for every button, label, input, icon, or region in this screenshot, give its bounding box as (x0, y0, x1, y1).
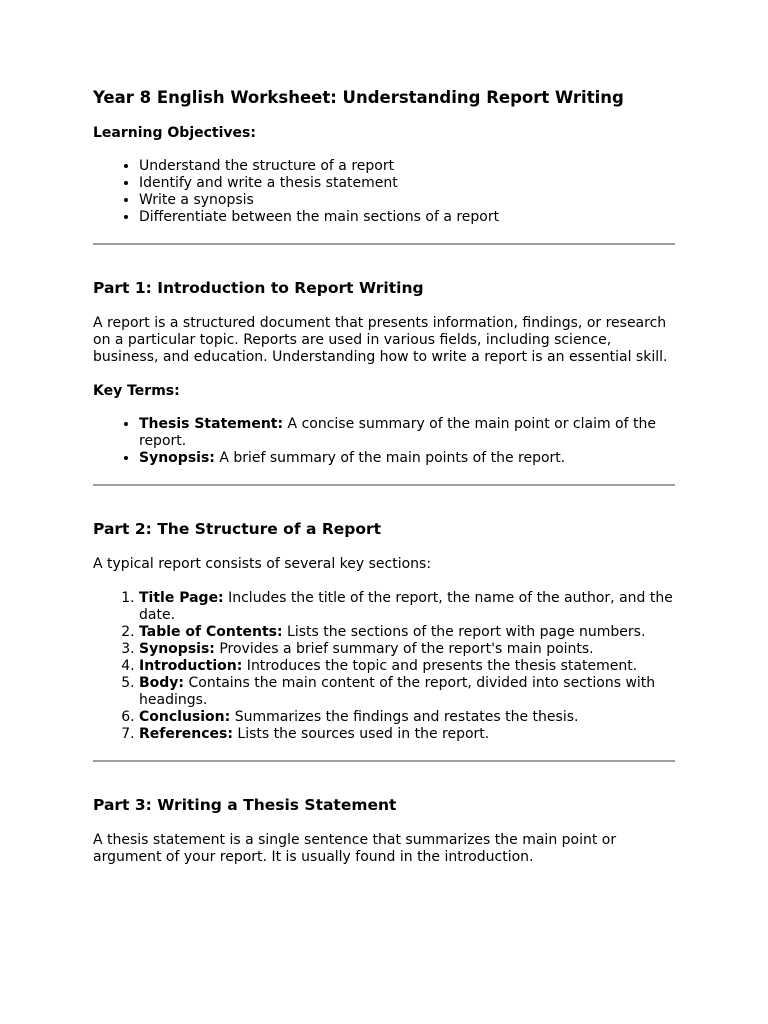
key-terms-list (93, 416, 675, 467)
list-item (139, 624, 675, 641)
section-label: References: (139, 726, 233, 742)
section-label: Conclusion: (139, 709, 231, 725)
list-item: • Understand the structure of a report (139, 158, 675, 175)
objectives-list (93, 158, 675, 226)
list-item (139, 590, 675, 624)
section-definition: Contains the main content of the report, divided into sections with headings. (139, 675, 656, 708)
section-label: Table of Contents: (139, 624, 283, 640)
part3-heading: Part 3: Writing a Thesis Statement (93, 796, 397, 814)
part2-heading: Part 2: The Structure of a Report (93, 520, 382, 538)
term-definition: A concise summary of the main point or claim of the report. (139, 416, 656, 449)
list-item (139, 658, 675, 675)
part1-paragraph: A report is a structured document that presents information, findings, or research on a particular topic. Reports are used in various fields, including science, business, and education. Understanding how to write a report is an essential skill. (93, 315, 668, 365)
list-item (139, 726, 675, 743)
list-item (139, 450, 675, 467)
section-definition: Summarizes the findings and restates the thesis. (230, 709, 579, 725)
section-definition: Lists the sources used in the report. (232, 726, 490, 742)
list-item: • Write a synopsis (139, 192, 675, 209)
section-divider (93, 484, 675, 486)
section-divider (93, 243, 675, 245)
list-item (139, 641, 675, 658)
section-label: Body: (139, 675, 185, 691)
section-definition: Introduces the topic and presents the thesis statement. (242, 658, 638, 674)
section-divider (93, 760, 675, 762)
list-item (139, 709, 675, 726)
section-label: Title Page: (139, 590, 224, 606)
section-definition: Includes the title of the report, the name of the author, and the date. (139, 590, 673, 623)
list-item (139, 416, 675, 450)
list-item (139, 675, 675, 709)
part1-heading: Part 1: Introduction to Report Writing (93, 279, 424, 297)
term-label: Thesis Statement: (139, 416, 284, 432)
objectives-heading: Learning Objectives: (93, 125, 256, 141)
section-label: Synopsis: (139, 641, 215, 657)
key-terms-heading: Key Terms: (93, 383, 180, 399)
sections-list (93, 590, 675, 743)
part2-intro: A typical report consists of several key sections: (93, 556, 432, 572)
term-label: Synopsis: (139, 450, 215, 466)
page-title: Year 8 English Worksheet: Understanding Report Writing (93, 88, 624, 107)
section-label: Introduction: (139, 658, 243, 674)
list-item: • Identify and write a thesis statement (139, 175, 675, 192)
part3-paragraph: A thesis statement is a single sentence that summarizes the main point or argument of your report. It is usually found in the introduction. (93, 832, 617, 865)
section-definition: Lists the sections of the report with page numbers. (282, 624, 646, 640)
section-definition: Provides a brief summary of the report's main points. (214, 641, 594, 657)
term-definition: A brief summary of the main points of the report. (214, 450, 566, 466)
list-item: • Differentiate between the main sections of a report (139, 209, 675, 226)
